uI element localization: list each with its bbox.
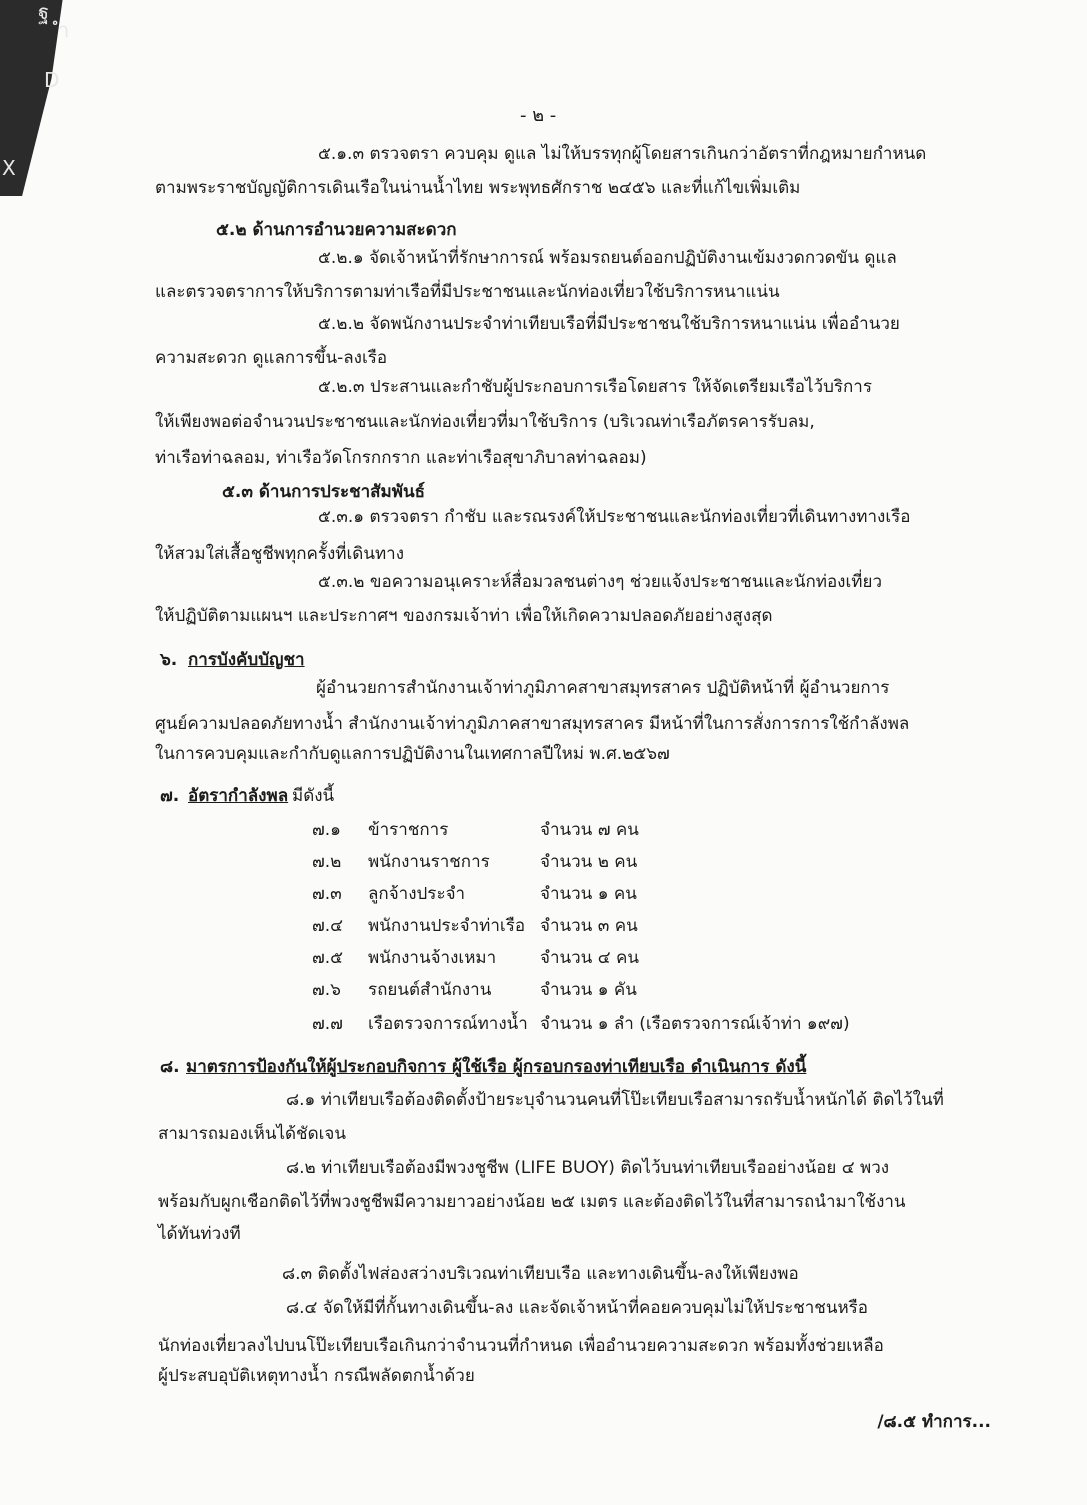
paragraph-line: ๘.๒ ท่าเทียบเรือต้องมีพวงชูชีพ (LIFE BUOY) ติดไว้บนท่าเทียบเรืออย่างน้อย ๔ พวง bbox=[286, 1158, 890, 1178]
paragraph-line: ให้ปฏิบัติตามแผนฯ และประกาศฯ ของกรมเจ้าท่า เพื่อให้เกิดความปลอดภัยอย่างสูงสุด bbox=[155, 606, 773, 626]
row-number: ๗.๑ bbox=[312, 820, 341, 840]
paragraph-line: ๕.๒.๓ ประสานและกำชับผู้ประกอบการเรือโดยสาร ให้จัดเตรียมเรือไว้บริการ bbox=[318, 377, 872, 397]
keycap-label: ฐ bbox=[38, 0, 50, 24]
row-amount: จำนวน ๑ คน bbox=[540, 884, 637, 904]
section-number: ๖. bbox=[160, 650, 178, 670]
table-row bbox=[0, 944, 1087, 970]
row-number: ๗.๖ bbox=[312, 980, 341, 1000]
paragraph-line: ให้เพียงพอต่อจำนวนประชาชนและนักท่องเที่ยวที่มาใช้บริการ (บริเวณท่าเรือภัตรคารรับลม, bbox=[155, 412, 815, 432]
paragraph-line: ให้สวมใส่เสื้อชูชีพทุกครั้งที่เดินทาง bbox=[155, 544, 405, 564]
row-item: พนักงานราชการ bbox=[368, 852, 490, 872]
table-row bbox=[0, 1010, 1087, 1036]
row-amount: จำนวน ๔ คน bbox=[540, 948, 639, 968]
row-item: เรือตรวจการณ์ทางน้ำ bbox=[368, 1014, 528, 1034]
keycap-label: D bbox=[44, 68, 60, 92]
row-item: พนักงานจ้างเหมา bbox=[368, 948, 497, 968]
table-row bbox=[0, 976, 1087, 1002]
paragraph-line: ๘.๑ ท่าเทียบเรือต้องติดตั้งป้ายระบุจำนวนคนที่โป๊ะเทียบเรือสามารถรับน้ำหนักได้ ติดไว้ในที่ bbox=[286, 1090, 944, 1110]
paragraph-line: ตามพระราชบัญญัติการเดินเรือในน่านน้ำไทย พระพุทธศักราช ๒๔๕๖ และที่แก้ไขเพิ่มเติม bbox=[155, 178, 801, 198]
section-heading: มาตรการป้องกันให้ผู้ประกอบกิจการ ผู้ใช้เรือ ผู้กรอบกรองท่าเทียบเรือ ดำเนินการ ดังนี้ bbox=[186, 1057, 807, 1077]
row-amount: จำนวน ๓ คน bbox=[540, 916, 638, 936]
section-number: ๗. bbox=[160, 786, 180, 806]
page-number: - ๒ - bbox=[520, 105, 557, 126]
paragraph-line: ๕.๓.๒ ขอความอนุเคราะห์สื่อมวลชนต่างๆ ช่วยแจ้งประชาชนและนักท่องเที่ยว bbox=[318, 572, 882, 592]
row-item: พนักงานประจำท่าเรือ bbox=[368, 916, 526, 936]
continuation-marker: /๘.๕ ทำการ... bbox=[877, 1412, 991, 1432]
table-row bbox=[0, 848, 1087, 874]
paragraph-line: ความสะดวก ดูแลการขึ้น-ลงเรือ bbox=[155, 348, 388, 368]
paragraph-line: ผู้อำนวยการสำนักงานเจ้าท่าภูมิภาคสาขาสมุทรสาคร ปฏิบัติหน้าที่ ผู้อำนวยการ bbox=[316, 678, 890, 698]
paragraph-line: ๕.๑.๓ ตรวจตรา ควบคุม ดูแล ไม่ให้บรรทุกผู้โดยสารเกินกว่าอัตราที่กฎหมายกำหนด bbox=[318, 144, 927, 164]
table-row bbox=[0, 912, 1087, 938]
section-heading: การบังคับบัญชา bbox=[188, 650, 305, 670]
section-heading-suffix: มีดังนี้ bbox=[292, 786, 335, 806]
row-amount: จำนวน ๒ คน bbox=[540, 852, 638, 872]
row-number: ๗.๓ bbox=[312, 884, 342, 904]
row-number: ๗.๒ bbox=[312, 852, 342, 872]
paragraph-line: พร้อมกับผูกเชือกติดไว้ที่พวงชูชีพมีความยาวอย่างน้อย ๒๕ เมตร และต้องติดไว้ในที่สามารถนำมาใช้งาน bbox=[158, 1192, 906, 1212]
table-row bbox=[0, 880, 1087, 906]
paragraph-line: ผู้ประสบอุบัติเหตุทางน้ำ กรณีพลัดตกน้ำด้วย bbox=[158, 1366, 475, 1386]
paragraph-line: ในการควบคุมและกำกับดูแลการปฏิบัติงานในเทศกาลปีใหม่ พ.ศ.๒๕๖๗ bbox=[155, 744, 670, 764]
paragraph-line: ๕.๒.๒ จัดพนักงานประจำท่าเทียบเรือที่มีประชาชนใช้บริการหนาแน่น เพื่ออำนวย bbox=[318, 314, 900, 334]
row-amount: จำนวน ๗ คน bbox=[540, 820, 639, 840]
section-heading: อัตรากำลังพล bbox=[188, 786, 289, 806]
row-number: ๗.๗ bbox=[312, 1014, 343, 1034]
table-row bbox=[0, 816, 1087, 842]
row-item: รถยนต์สำนักงาน bbox=[368, 980, 492, 1000]
section-heading: ๕.๒ ด้านการอำนวยความสะดวก bbox=[216, 220, 457, 240]
row-item: ลูกจ้างประจำ bbox=[368, 884, 466, 904]
keycap-label: X bbox=[2, 156, 16, 180]
keycap-label: ำ bbox=[58, 18, 70, 42]
paragraph-line: ได้ทันท่วงที bbox=[158, 1224, 241, 1244]
paragraph-line: ๘.๓ ติดตั้งไฟส่องสว่างบริเวณท่าเทียบเรือ และทางเดินขึ้น-ลงให้เพียงพอ bbox=[282, 1264, 799, 1284]
paragraph-line: สามารถมองเห็นได้ชัดเจน bbox=[158, 1124, 347, 1144]
row-item: ข้าราชการ bbox=[368, 820, 449, 840]
paragraph-line: ศูนย์ความปลอดภัยทางน้ำ สำนักงานเจ้าท่าภูมิภาคสาขาสมุทรสาคร มีหน้าที่ในการสั่งการการใช้กำลังพล bbox=[155, 714, 910, 734]
paragraph-line: นักท่องเที่ยวลงไปบนโป๊ะเทียบเรือเกินกว่าจำนวนที่กำหนด เพื่ออำนวยความสะดวก พร้อมทั้งช่วยเหลือ bbox=[158, 1336, 884, 1356]
paragraph-line: ท่าเรือท่าฉลอม, ท่าเรือวัดโกรกกราก และท่าเรือสุขาภิบาลท่าฉลอม) bbox=[155, 448, 647, 468]
row-amount: จำนวน ๑ ลำ (เรือตรวจการณ์เจ้าท่า ๑๙๗) bbox=[540, 1014, 850, 1034]
section-heading: ๕.๓ ด้านการประชาสัมพันธ์ bbox=[222, 482, 425, 502]
row-amount: จำนวน ๑ คัน bbox=[540, 980, 637, 1000]
paragraph-line: และตรวจตราการให้บริการตามท่าเรือที่มีประชาชนและนักท่องเที่ยวใช้บริการหนาแน่น bbox=[155, 282, 780, 302]
paragraph-line: ๘.๔ จัดให้มีที่กั้นทางเดินขึ้น-ลง และจัดเจ้าหน้าที่คอยควบคุมไม่ให้ประชาชนหรือ bbox=[286, 1298, 868, 1318]
section-number: ๘. bbox=[160, 1057, 180, 1077]
paragraph-line: ๕.๒.๑ จัดเจ้าหน้าที่รักษาการณ์ พร้อมรถยนต์ออกปฏิบัติงานเข้มงวดกวดขัน ดูแล bbox=[318, 248, 897, 268]
row-number: ๗.๕ bbox=[312, 948, 344, 968]
row-number: ๗.๔ bbox=[312, 916, 344, 936]
paragraph-line: ๕.๓.๑ ตรวจตรา กำชับ และรณรงค์ให้ประชาชนและนักท่องเที่ยวที่เดินทางทางเรือ bbox=[318, 507, 911, 527]
